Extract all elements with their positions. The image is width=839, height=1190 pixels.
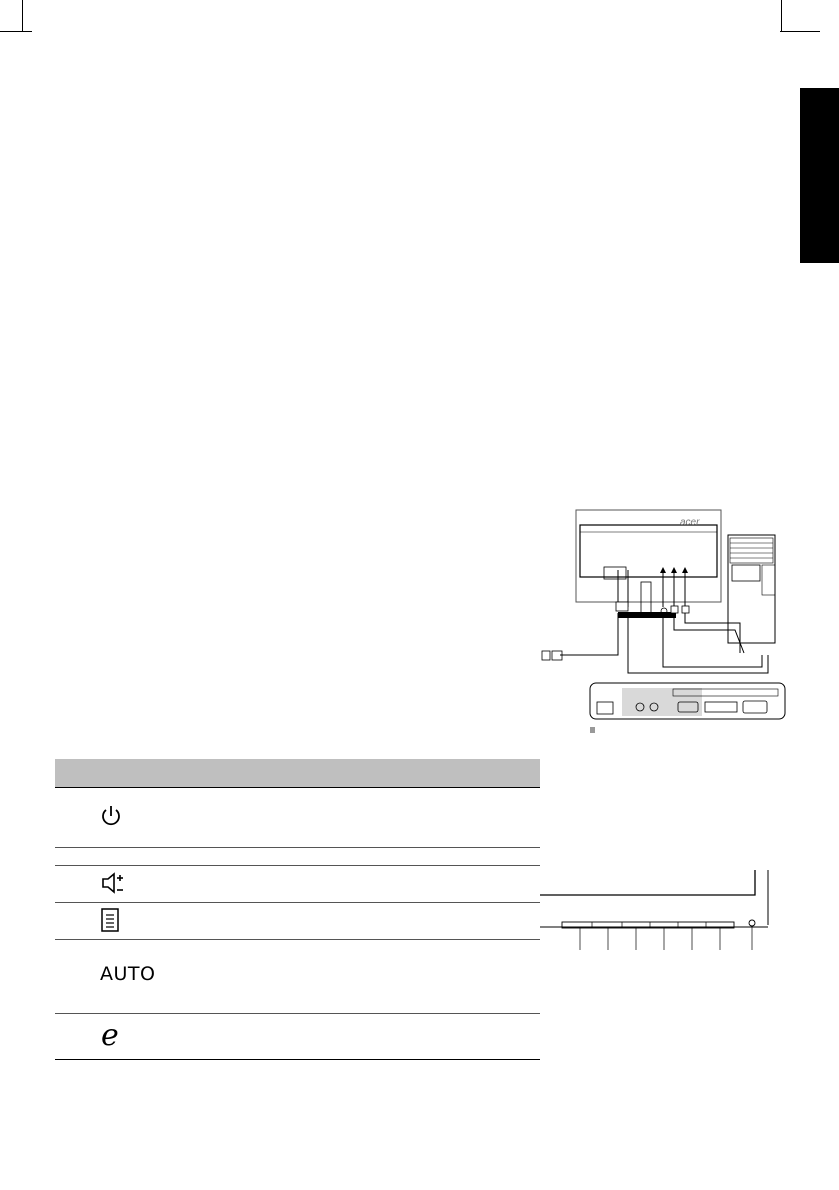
table-header [55, 759, 540, 787]
table-rule-6 [55, 1059, 540, 1060]
power-icon [100, 804, 122, 828]
connection-diagram [530, 505, 790, 740]
language-side-tab [800, 88, 839, 263]
table-rule-1 [55, 847, 540, 848]
table-rule-5 [55, 1013, 540, 1014]
pc-tower [728, 535, 775, 643]
table-rule-2 [55, 865, 540, 866]
crop-mark-top-right-horizontal [780, 31, 820, 32]
volume-icon [101, 871, 127, 895]
front-panel-diagram [540, 865, 770, 955]
acer-logo: acer [680, 517, 700, 528]
empowering-icon: e [101, 1018, 119, 1053]
auto-icon: AUTO [100, 963, 156, 985]
table-rule-3 [55, 902, 540, 903]
table-rule-4 [55, 939, 540, 940]
crop-mark-top-left-horizontal [0, 31, 32, 32]
menu-icon [101, 908, 119, 932]
crop-mark-top-right-vertical [781, 0, 782, 32]
table-rule-0 [55, 787, 540, 788]
crop-mark-top-left-vertical [22, 0, 23, 32]
power-outlet-icon [542, 651, 550, 660]
